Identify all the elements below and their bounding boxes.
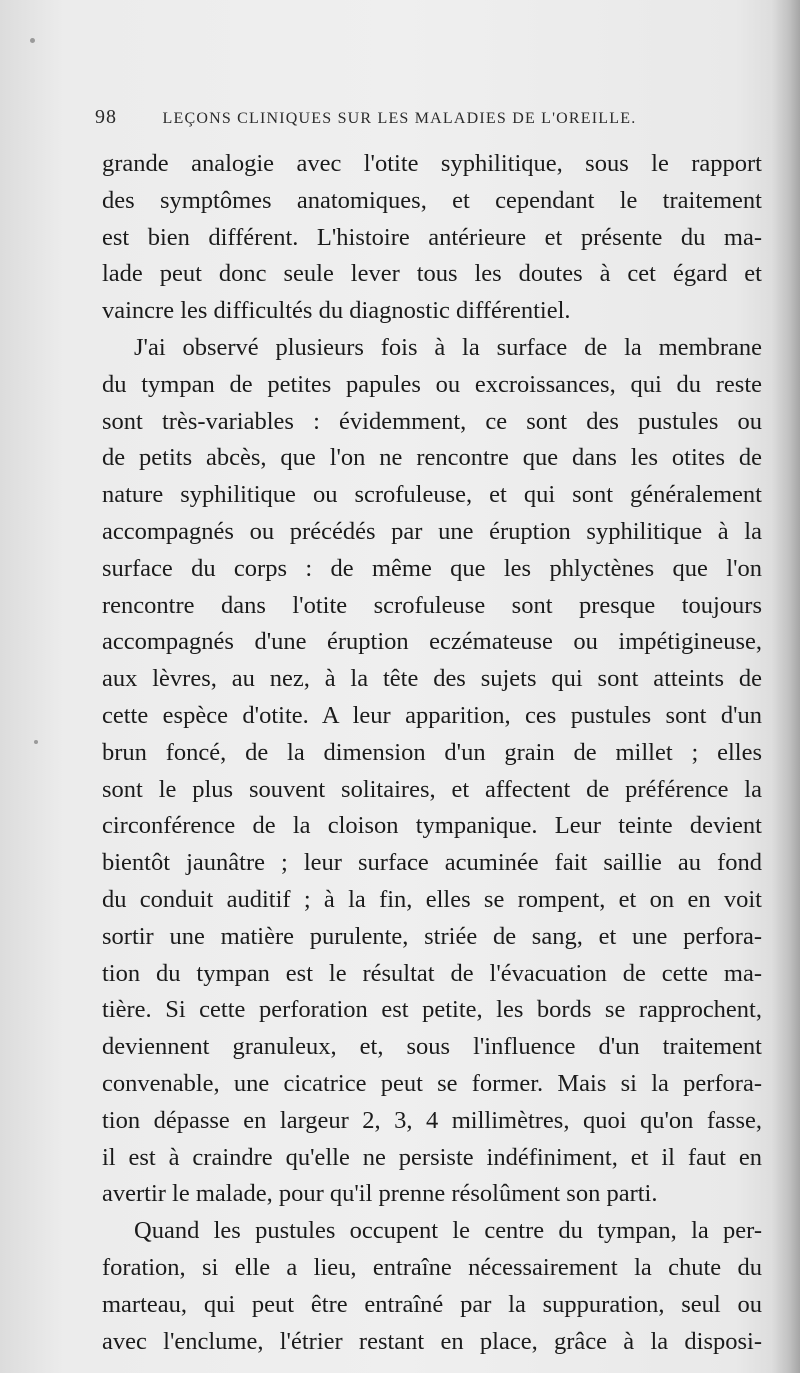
ink-speck — [30, 38, 35, 43]
text-line: nature syphilitique ou scrofuleuse, et qui sont généralement — [102, 481, 762, 509]
text-line: est bien différent. L'histoire antérieure et présente du ma- — [102, 223, 762, 251]
paragraph — [102, 1213, 762, 1360]
text-line: grande analogie avec l'otite syphilitique, sous le rapport — [102, 150, 762, 177]
text-line: tion du tympan est le résultat de l'évacuation de cette ma- — [102, 959, 762, 987]
page-number: 98 — [95, 106, 117, 128]
text-line: vaincre les difficultés du diagnostic différentiel. — [102, 297, 571, 325]
running-header — [95, 106, 715, 129]
body-text — [102, 146, 762, 1360]
text-line: convenable, une cicatrice peut se former. Mais si la perfora- — [102, 1069, 762, 1097]
paragraph — [102, 146, 762, 330]
text-line: bientôt jaunâtre ; leur surface acuminée fait saillie au fond — [102, 849, 762, 877]
text-line: avec l'enclume, l'étrier restant en place, grâce à la disposi- — [102, 1327, 762, 1355]
text-line: foration, si elle a lieu, entraîne nécessairement la chute du — [102, 1253, 762, 1281]
text-line: circonférence de la cloison tympanique. Leur teinte devient — [102, 812, 762, 840]
running-title: LEÇONS CLINIQUES SUR LES MALADIES DE L'OREILLE. — [162, 110, 637, 127]
text-line: Quand les pustules occupent le centre du tympan, la per- — [134, 1217, 762, 1245]
text-line: accompagnés d'une éruption eczémateuse ou impétigineuse, — [102, 628, 762, 656]
text-line: il est à craindre qu'elle ne persiste indéfiniment, et il faut en — [102, 1143, 762, 1171]
text-line: de petits abcès, que l'on ne rencontre que dans les otites de — [102, 444, 762, 472]
text-line: sont le plus souvent solitaires, et affectent de préférence la — [102, 775, 762, 803]
text-line: des symptômes anatomiques, et cependant le traitement — [102, 186, 762, 214]
text-line: sortir une matière purulente, striée de sang, et une perfora- — [102, 922, 762, 950]
text-line: tion dépasse en largeur 2, 3, 4 millimètres, quoi qu'on fasse, — [102, 1106, 762, 1134]
text-line: du tympan de petites papules ou excroissances, qui du reste — [102, 370, 762, 398]
text-line: cette espèce d'otite. A leur apparition, ces pustules sont d'un — [102, 701, 762, 729]
text-line: aux lèvres, au nez, à la tête des sujets qui sont atteints de — [102, 665, 762, 693]
text-line: brun foncé, de la dimension d'un grain de millet ; elles — [102, 738, 762, 766]
text-line: accompagnés ou précédés par une éruption syphilitique à la — [102, 517, 762, 545]
text-line: deviennent granuleux, et, sous l'influence d'un traitement — [102, 1033, 762, 1061]
text-line: J'ai observé plusieurs fois à la surface de la membrane — [134, 333, 762, 361]
text-line: rencontre dans l'otite scrofuleuse sont presque toujours — [102, 591, 762, 619]
text-line: surface du corps : de même que les phlyctènes que l'on — [102, 554, 762, 582]
paragraph — [102, 330, 762, 1213]
text-line: lade peut donc seule lever tous les doutes à cet égard et — [102, 260, 762, 288]
text-line: tière. Si cette perforation est petite, les bords se rapprochent, — [102, 996, 762, 1024]
page-edge-shadow — [772, 0, 800, 1373]
text-line: avertir le malade, pour qu'il prenne résolûment son parti. — [102, 1180, 658, 1208]
text-line: du conduit auditif ; à la fin, elles se rompent, et on en voit — [102, 885, 762, 913]
ink-speck — [34, 740, 38, 744]
text-line: marteau, qui peut être entraîné par la suppuration, seul ou — [102, 1290, 762, 1318]
text-line: sont très-variables : évidemment, ce sont des pustules ou — [102, 407, 762, 435]
